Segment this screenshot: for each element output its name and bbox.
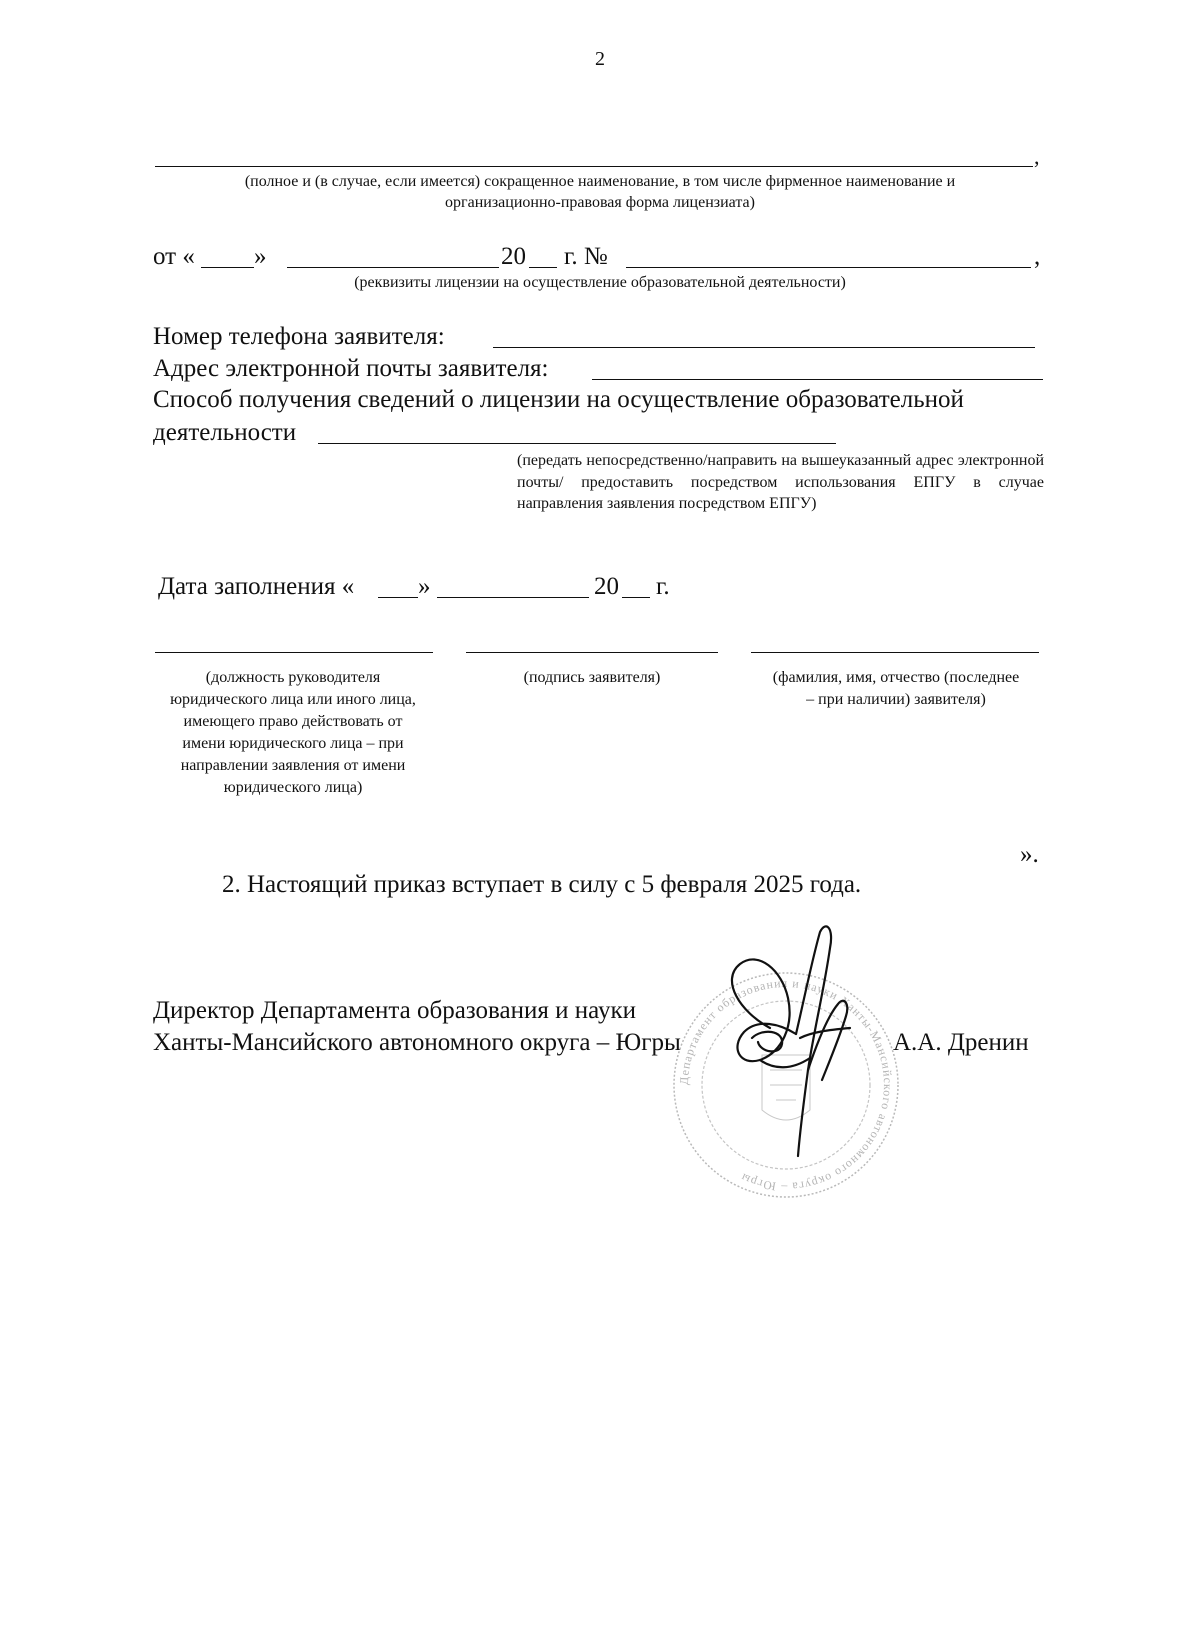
email-label: Адрес электронной почты заявителя: <box>153 355 549 382</box>
director-title-line2: Ханты-Мансийского автономного округа – Югры <box>153 1029 681 1056</box>
director-title-line1: Директор Департамента образования и науки <box>153 997 636 1024</box>
fill-date-year-prefix: 20 <box>594 573 619 600</box>
fullname-signature-line[interactable] <box>751 652 1039 653</box>
method-input-line[interactable] <box>318 443 836 444</box>
license-year-prefix: 20 <box>501 243 526 270</box>
license-month-line[interactable] <box>287 267 499 268</box>
fill-date-year-suffix: г. <box>656 573 670 600</box>
license-year-line[interactable] <box>529 267 557 268</box>
licensee-name-line[interactable] <box>155 166 1033 167</box>
phone-label: Номер телефона заявителя: <box>153 323 445 350</box>
closing-quote: ». <box>1020 841 1039 868</box>
method-label-line2: деятельности <box>153 419 297 446</box>
license-quote-close: » <box>254 243 267 270</box>
licensee-caption <box>150 171 1050 213</box>
position-caption: (должность руководителя юридического лица или иного лица, имеющего право действовать от имени юридического лица – при направлении заявления от имени юридического лица) <box>170 669 416 796</box>
fill-date-year-line[interactable] <box>622 597 650 598</box>
handwritten-signature <box>700 920 890 1170</box>
fill-date-label: Дата заполнения « <box>158 573 355 600</box>
clause-2: 2. Настоящий приказ вступает в силу с 5 февраля 2025 года. <box>222 871 862 898</box>
director-name: А.А. Дренин <box>893 1029 1029 1056</box>
licensee-trailing-comma: , <box>1034 144 1040 169</box>
licensee-caption-line1: (полное и (в случае, если имеется) сокращенное наименование, в том числе фирменное наименование и <box>244 173 956 190</box>
position-signature-line[interactable] <box>155 652 433 653</box>
page-number: 2 <box>595 48 605 70</box>
email-input-line[interactable] <box>592 379 1043 380</box>
license-from-prefix: от « <box>153 243 195 270</box>
license-caption: (реквизиты лицензии на осуществление образовательной деятельности) <box>354 274 846 291</box>
signature-caption: (подпись заявителя) <box>523 669 661 686</box>
fullname-caption: (фамилия, имя, отчество (последнее – при наличии) заявителя) <box>772 669 1020 708</box>
licensee-caption-line2: организационно-правовая форма лицензиата) <box>445 194 755 211</box>
license-number-line[interactable] <box>626 267 1031 268</box>
applicant-signature-line[interactable] <box>466 652 718 653</box>
fill-date-day-line[interactable] <box>378 597 418 598</box>
fill-date-quote-close: » <box>418 573 431 600</box>
license-trailing-comma: , <box>1034 243 1041 270</box>
license-number-sign: г. № <box>564 243 608 270</box>
stamp-text: Департамент образования и науки Ханты-Мансийского автономного округа – Югры <box>676 975 896 1195</box>
phone-input-line[interactable] <box>493 347 1035 348</box>
method-hint: (передать непосредственно/направить на вышеуказанный адрес электронной почты/ предоставить посредством использования ЕПГУ в случае направления заявления посредством ЕПГУ) <box>517 452 1044 512</box>
license-day-line[interactable] <box>201 267 254 268</box>
method-label-line1: Способ получения сведений о лицензии на осуществление образовательной <box>153 386 964 413</box>
fill-date-month-line[interactable] <box>437 597 589 598</box>
